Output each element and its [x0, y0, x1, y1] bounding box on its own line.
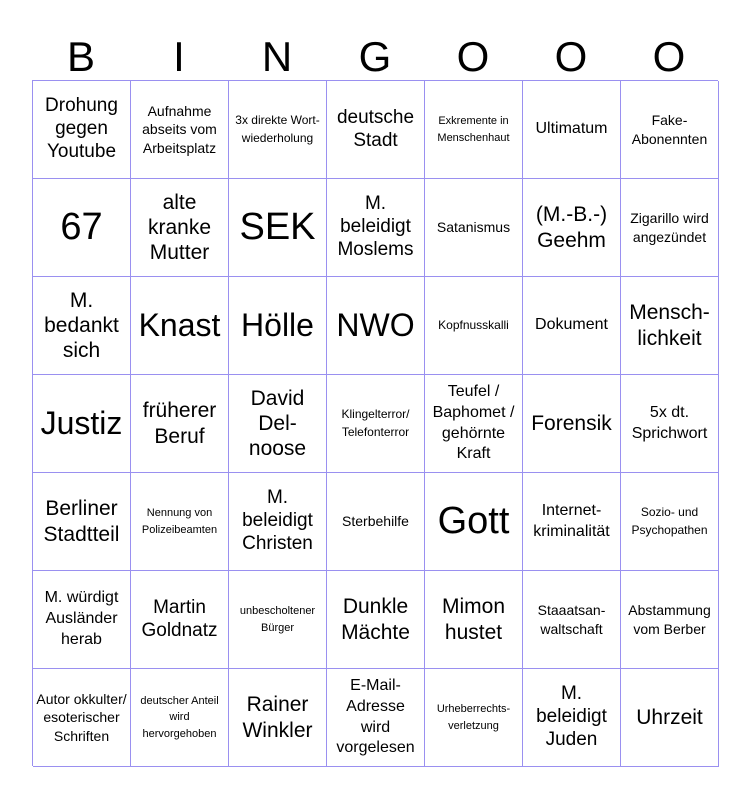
header-letter-o: O [652, 33, 686, 80]
bingo-cell[interactable]: Zigarillo wird angezündet [621, 179, 719, 277]
bingo-cell[interactable]: Berliner Stadtteil [33, 473, 131, 571]
bingo-cell[interactable]: Sterbehilfe [327, 473, 425, 571]
bingo-cell[interactable]: (M.-B.-) Geehm [523, 179, 621, 277]
header-letter-n: N [261, 33, 293, 80]
header-letter-i: I [173, 33, 185, 80]
bingo-cell[interactable]: Dokument [523, 277, 621, 375]
bingo-cell[interactable]: Nennung von Polizeibeamten [131, 473, 229, 571]
bingo-cell[interactable]: deutsche Stadt [327, 81, 425, 179]
bingo-cell[interactable]: Uhrzeit [621, 669, 719, 767]
header-letter-g: G [358, 33, 392, 80]
bingo-cell[interactable]: Exkremente in Menschenhaut [425, 81, 523, 179]
bingo-cell[interactable]: SEK [229, 179, 327, 277]
bingo-cell[interactable]: M. würdigt Ausländer herab [33, 571, 131, 669]
bingo-cell[interactable]: alte kranke Mutter [131, 179, 229, 277]
bingo-cell[interactable]: 67 [33, 179, 131, 277]
header-letter-o: O [554, 33, 588, 80]
bingo-cell[interactable]: Martin Goldnatz [131, 571, 229, 669]
bingo-cell[interactable]: Gott [425, 473, 523, 571]
bingo-cell[interactable]: Rainer Winkler [229, 669, 327, 767]
bingo-cell[interactable]: Klingelterror/ Telefonterror [327, 375, 425, 473]
bingo-cell[interactable]: Urheberrechts-verletzung [425, 669, 523, 767]
bingo-cell[interactable]: Internet-kriminalität [523, 473, 621, 571]
bingo-cell[interactable]: 3x direkte Wort-wiederholung [229, 81, 327, 179]
bingo-cell[interactable]: Drohung gegen Youtube [33, 81, 131, 179]
bingo-cell[interactable]: früherer Beruf [131, 375, 229, 473]
bingo-cell[interactable]: M. beleidigt Christen [229, 473, 327, 571]
bingo-cell[interactable]: Abstammung vom Berber [621, 571, 719, 669]
bingo-cell[interactable]: Kopfnusskalli [425, 277, 523, 375]
bingo-cell[interactable]: NWO [327, 277, 425, 375]
bingo-cell[interactable]: M. beleidigt Moslems [327, 179, 425, 277]
bingo-cell[interactable]: M. beleidigt Juden [523, 669, 621, 767]
bingo-cell[interactable]: Staaatsan-waltschaft [523, 571, 621, 669]
bingo-cell[interactable]: Forensik [523, 375, 621, 473]
bingo-board [32, 80, 718, 766]
bingo-cell[interactable]: M. bedankt sich [33, 277, 131, 375]
bingo-cell[interactable]: Mimon hustet [425, 571, 523, 669]
bingo-cell[interactable]: E-Mail-Adresse wird vorgelesen [327, 669, 425, 767]
bingo-cell[interactable]: Teufel / Baphomet / gehörnte Kraft [425, 375, 523, 473]
bingo-cell[interactable]: David Del-noose [229, 375, 327, 473]
bingo-cell[interactable]: deutscher Anteil wird hervorgehoben [131, 669, 229, 767]
bingo-cell[interactable]: 5x dt. Sprichwort [621, 375, 719, 473]
bingo-cell[interactable]: Fake-Abonennten [621, 81, 719, 179]
bingo-cell[interactable]: Aufnahme abseits vom Arbeitsplatz [131, 81, 229, 179]
bingo-cell[interactable]: Autor okkulter/ esoterischer Schriften [33, 669, 131, 767]
bingo-cell[interactable]: unbescholtener Bürger [229, 571, 327, 669]
bingo-cell[interactable]: Knast [131, 277, 229, 375]
bingo-cell[interactable]: Hölle [229, 277, 327, 375]
bingo-cell[interactable]: Satanismus [425, 179, 523, 277]
bingo-cell[interactable]: Dunkle Mächte [327, 571, 425, 669]
header-letter-o: O [456, 33, 490, 80]
bingo-cell[interactable]: Mensch-lichkeit [621, 277, 719, 375]
bingo-cell[interactable]: Justiz [33, 375, 131, 473]
bingo-header [32, 34, 718, 80]
header-letter-b: B [66, 33, 95, 80]
bingo-cell[interactable]: Ultimatum [523, 81, 621, 179]
bingo-cell[interactable]: Sozio- und Psychopathen [621, 473, 719, 571]
